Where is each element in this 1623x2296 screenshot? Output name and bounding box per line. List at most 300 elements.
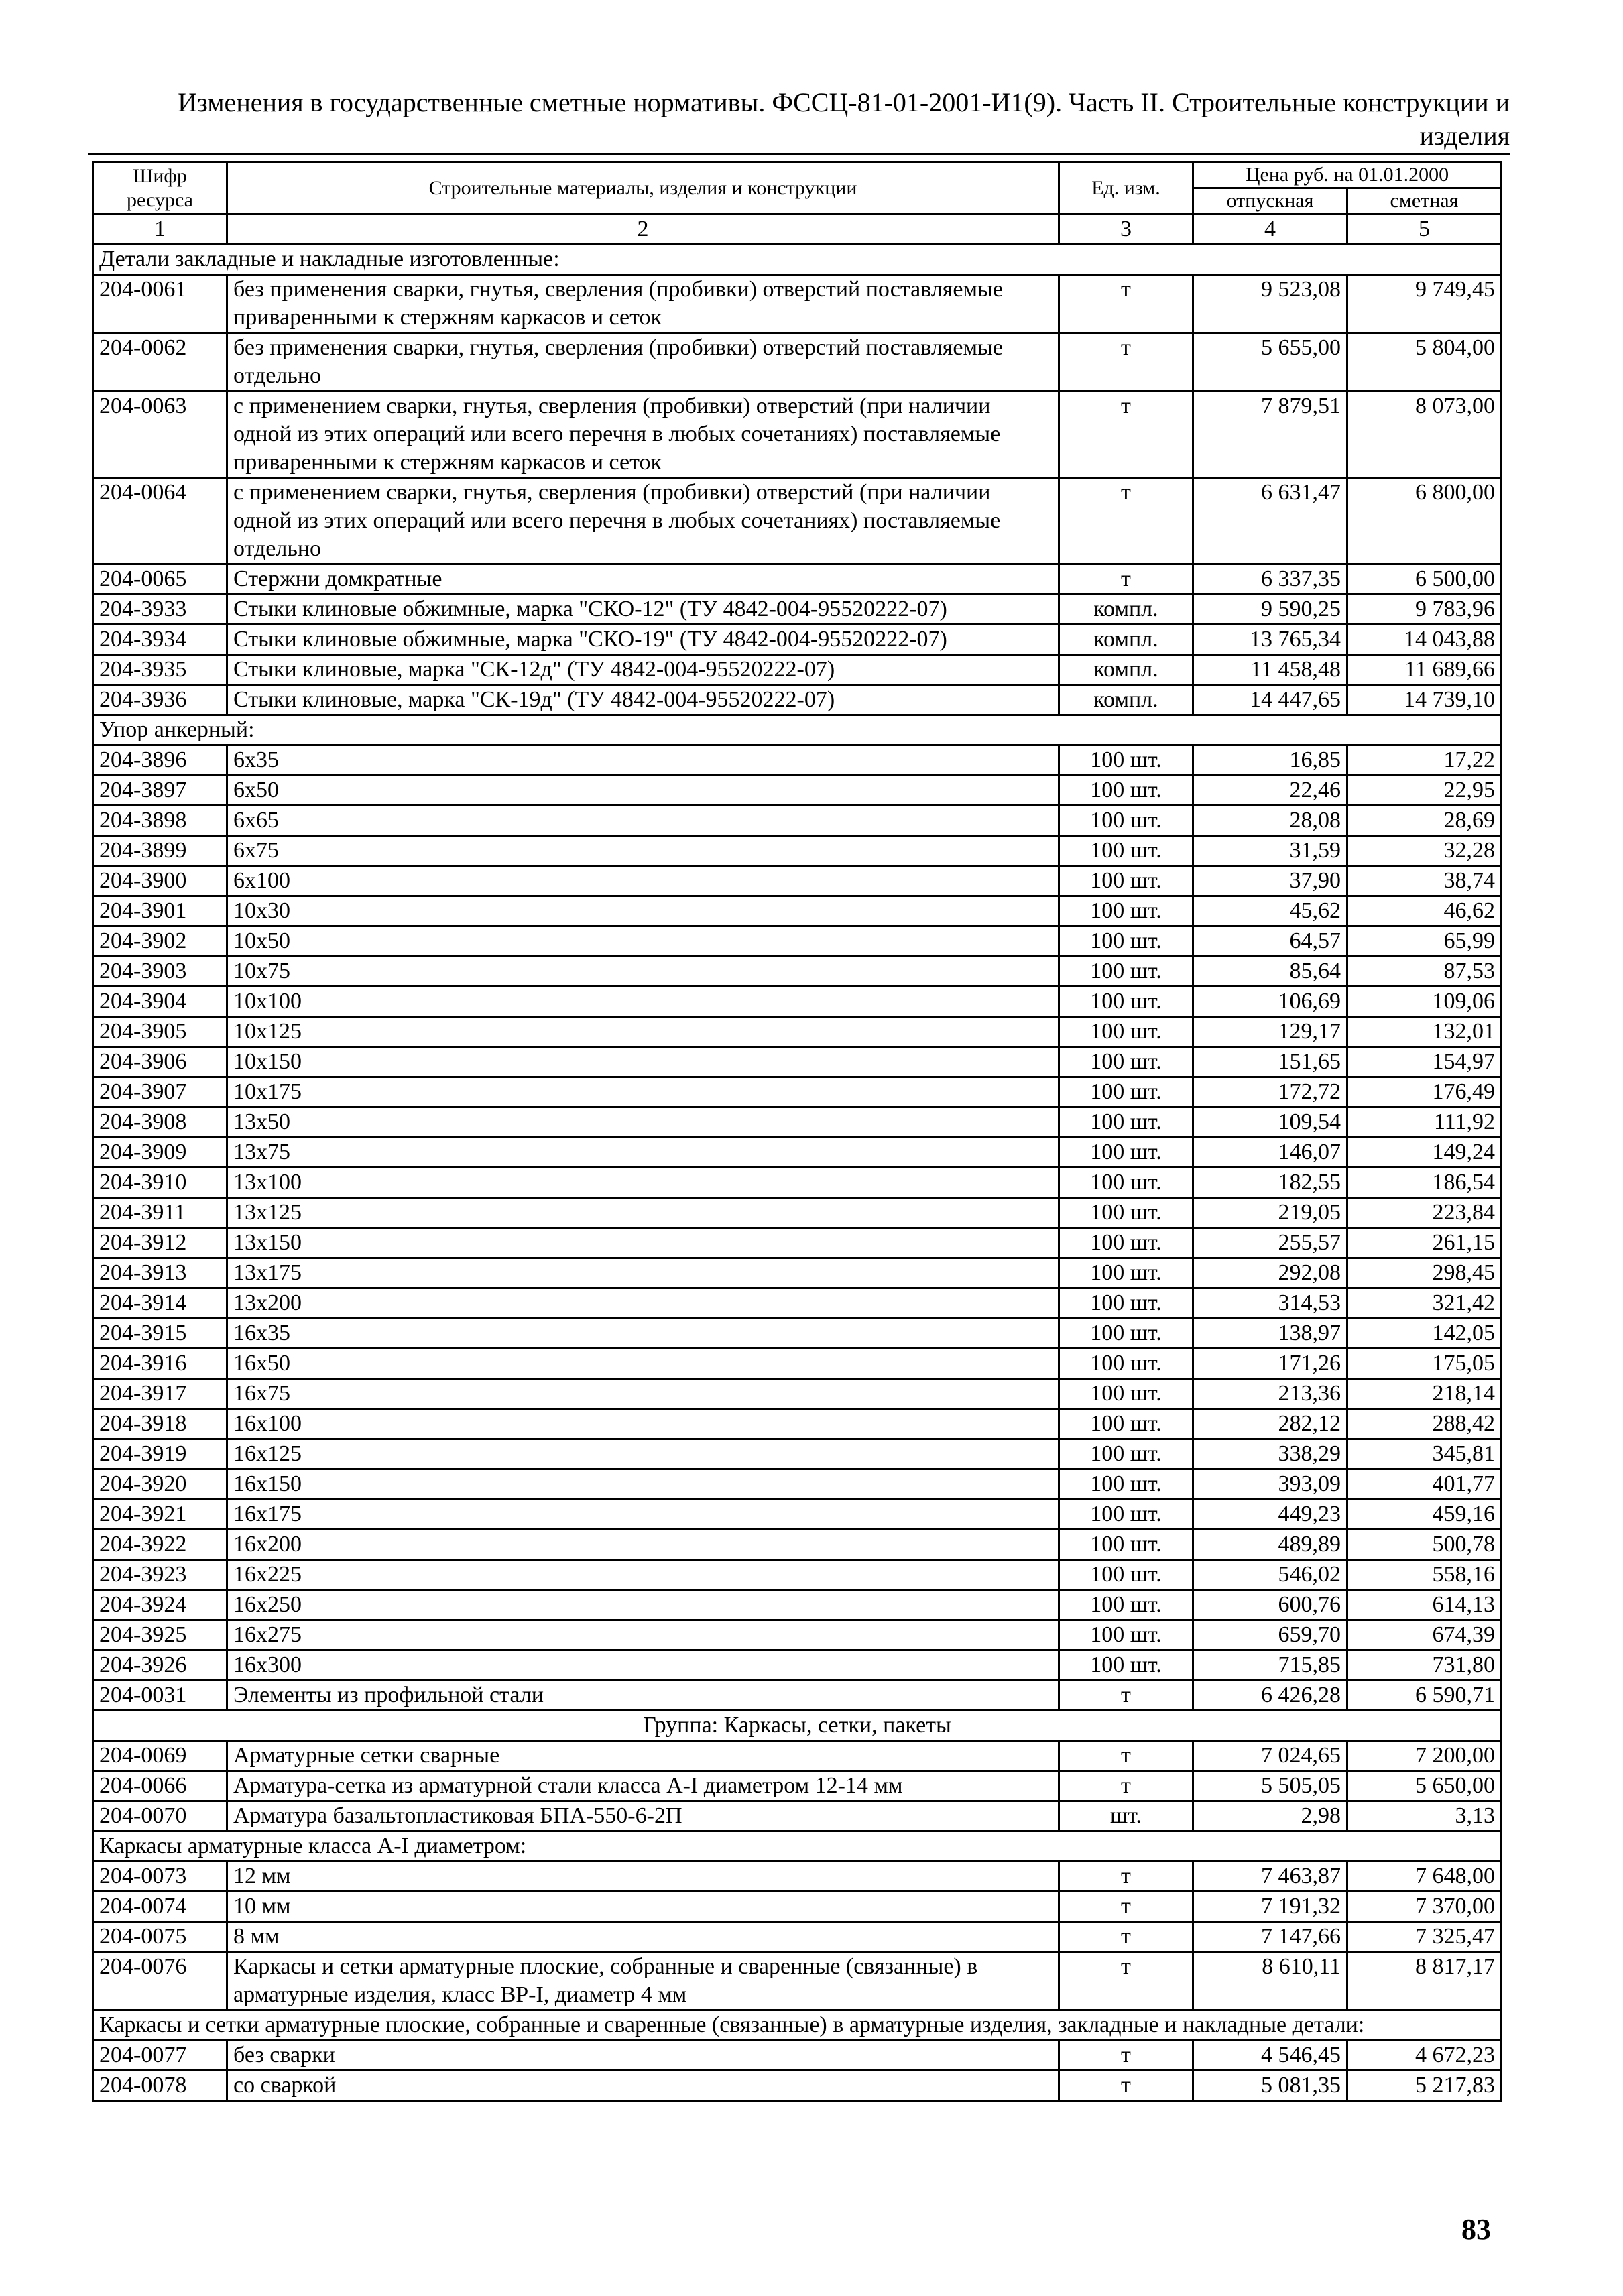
resource-unit: 100 шт. — [1059, 1138, 1193, 1168]
table-row — [93, 1952, 1502, 2010]
table-row — [93, 806, 1502, 836]
resource-code: 204-0066 — [93, 1771, 227, 1801]
resource-name: 10 мм — [227, 1892, 1059, 1922]
resource-code: 204-0078 — [93, 2071, 227, 2101]
resource-name: Стыки клиновые, марка "СК-12д" (ТУ 4842-004-95520222-07) — [227, 655, 1059, 685]
resource-unit: 100 шт. — [1059, 957, 1193, 987]
table-row — [93, 595, 1502, 625]
resource-code: 204-3914 — [93, 1288, 227, 1319]
table-row — [93, 1017, 1502, 1047]
section-title: Каркасы арматурные класса А-I диаметром: — [93, 1831, 1502, 1862]
resource-table — [92, 161, 1502, 2102]
price-release: 489,89 — [1193, 1530, 1347, 1560]
price-estimate: 11 689,66 — [1347, 655, 1501, 685]
price-release: 106,69 — [1193, 987, 1347, 1017]
section-row — [93, 245, 1502, 275]
price-estimate: 345,81 — [1347, 1439, 1501, 1469]
resource-unit: 100 шт. — [1059, 1228, 1193, 1258]
resource-name: Каркасы и сетки арматурные плоские, собранные и сваренные (связанные) в арматурные изделия, класс ВР-I, диаметр 4 мм — [227, 1952, 1059, 2010]
document-title: Изменения в государственные сметные нормативы. ФССЦ-81-01-2001-И1(9). Часть II. Строительные конструкции и изделия — [178, 87, 1510, 151]
resource-unit: т — [1059, 564, 1193, 595]
price-release: 338,29 — [1193, 1439, 1347, 1469]
resource-code: 204-3901 — [93, 896, 227, 926]
resource-unit: 100 шт. — [1059, 836, 1193, 866]
resource-code: 204-3900 — [93, 866, 227, 896]
resource-unit: 100 шт. — [1059, 745, 1193, 776]
resource-name: 16x35 — [227, 1319, 1059, 1349]
price-estimate: 674,39 — [1347, 1620, 1501, 1650]
price-release: 85,64 — [1193, 957, 1347, 987]
col-number-2: 2 — [227, 215, 1059, 245]
table-row — [93, 2071, 1502, 2101]
price-estimate: 38,74 — [1347, 866, 1501, 896]
price-estimate: 6 800,00 — [1347, 478, 1501, 564]
price-estimate: 87,53 — [1347, 957, 1501, 987]
resource-name: 16x225 — [227, 1560, 1059, 1590]
col-header-name: Строительные материалы, изделия и конструкции — [227, 162, 1059, 215]
table-row — [93, 1228, 1502, 1258]
resource-code: 204-3902 — [93, 926, 227, 957]
resource-name: 10x30 — [227, 896, 1059, 926]
price-estimate: 109,06 — [1347, 987, 1501, 1017]
price-estimate: 28,69 — [1347, 806, 1501, 836]
price-release: 11 458,48 — [1193, 655, 1347, 685]
table-row — [93, 1500, 1502, 1530]
resource-unit: 100 шт. — [1059, 1500, 1193, 1530]
price-estimate: 32,28 — [1347, 836, 1501, 866]
table-row — [93, 836, 1502, 866]
price-estimate: 500,78 — [1347, 1530, 1501, 1560]
resource-name: 6x100 — [227, 866, 1059, 896]
resource-name: со сваркой — [227, 2071, 1059, 2101]
resource-unit: т — [1059, 1862, 1193, 1892]
price-release: 28,08 — [1193, 806, 1347, 836]
resource-code: 204-3907 — [93, 1077, 227, 1107]
price-release: 151,65 — [1193, 1047, 1347, 1077]
price-estimate: 14 739,10 — [1347, 685, 1501, 715]
resource-name: с применением сварки, гнутья, сверления (пробивки) отверстий (при наличии одной из этих операций или всего перечня в любых сочетаниях) поставляемые приваренными к стержням каркасов и сеток — [227, 391, 1059, 478]
resource-unit: 100 шт. — [1059, 1620, 1193, 1650]
resource-unit: 100 шт. — [1059, 776, 1193, 806]
price-estimate: 3,13 — [1347, 1801, 1501, 1831]
resource-name: Элементы из профильной стали — [227, 1681, 1059, 1711]
table-row — [93, 333, 1502, 391]
resource-unit: 100 шт. — [1059, 1650, 1193, 1681]
price-estimate: 149,24 — [1347, 1138, 1501, 1168]
col-header-price-estimate: сметная — [1347, 188, 1501, 215]
table-row — [93, 478, 1502, 564]
price-release: 9 523,08 — [1193, 275, 1347, 333]
price-release: 109,54 — [1193, 1107, 1347, 1138]
resource-name: Стыки клиновые, марка "СК-19д" (ТУ 4842-004-95520222-07) — [227, 685, 1059, 715]
resource-unit: 100 шт. — [1059, 1288, 1193, 1319]
price-estimate: 111,92 — [1347, 1107, 1501, 1138]
resource-unit: т — [1059, 1741, 1193, 1771]
resource-unit: 100 шт. — [1059, 1349, 1193, 1379]
price-estimate: 7 325,47 — [1347, 1922, 1501, 1952]
table-row — [93, 1409, 1502, 1439]
resource-unit: 100 шт. — [1059, 866, 1193, 896]
table-row — [93, 1379, 1502, 1409]
resource-code: 204-0064 — [93, 478, 227, 564]
price-release: 5 081,35 — [1193, 2071, 1347, 2101]
resource-unit: т — [1059, 2041, 1193, 2071]
resource-code: 204-3936 — [93, 685, 227, 715]
resource-code: 204-3913 — [93, 1258, 227, 1288]
resource-unit: 100 шт. — [1059, 1560, 1193, 1590]
resource-code: 204-3923 — [93, 1560, 227, 1590]
resource-code: 204-3903 — [93, 957, 227, 987]
resource-code: 204-0065 — [93, 564, 227, 595]
price-release: 16,85 — [1193, 745, 1347, 776]
resource-code: 204-3920 — [93, 1469, 227, 1500]
resource-unit: 100 шт. — [1059, 1590, 1193, 1620]
resource-code: 204-3918 — [93, 1409, 227, 1439]
price-estimate: 218,14 — [1347, 1379, 1501, 1409]
price-release: 7 463,87 — [1193, 1862, 1347, 1892]
resource-name: без применения сварки, гнутья, сверления (пробивки) отверстий поставляемые приваренными к стержням каркасов и сеток — [227, 275, 1059, 333]
resource-name: 16x50 — [227, 1349, 1059, 1379]
resource-name: с применением сварки, гнутья, сверления (пробивки) отверстий (при наличии одной из этих операций или всего перечня в любых сочетаниях) поставляемые отдельно — [227, 478, 1059, 564]
price-release: 7 191,32 — [1193, 1892, 1347, 1922]
resource-code: 204-3897 — [93, 776, 227, 806]
resource-unit: 100 шт. — [1059, 806, 1193, 836]
price-release: 6 631,47 — [1193, 478, 1347, 564]
table-row — [93, 1922, 1502, 1952]
price-estimate: 5 217,83 — [1347, 2071, 1501, 2101]
price-estimate: 175,05 — [1347, 1349, 1501, 1379]
resource-name: без применения сварки, гнутья, сверления (пробивки) отверстий поставляемые отдельно — [227, 333, 1059, 391]
resource-name: 10x175 — [227, 1077, 1059, 1107]
col-number-1: 1 — [93, 215, 227, 245]
group-row — [93, 1711, 1502, 1741]
resource-unit: т — [1059, 2071, 1193, 2101]
price-release: 7 147,66 — [1193, 1922, 1347, 1952]
resource-unit: т — [1059, 1952, 1193, 2010]
resource-code: 204-3911 — [93, 1198, 227, 1228]
price-estimate: 298,45 — [1347, 1258, 1501, 1288]
resource-name: без сварки — [227, 2041, 1059, 2071]
table-row — [93, 1077, 1502, 1107]
table-row — [93, 564, 1502, 595]
resource-code: 204-3896 — [93, 745, 227, 776]
resource-code: 204-3905 — [93, 1017, 227, 1047]
price-release: 4 546,45 — [1193, 2041, 1347, 2071]
resource-name: Стыки клиновые обжимные, марка "СКО-12" (ТУ 4842-004-95520222-07) — [227, 595, 1059, 625]
resource-name: Арматурные сетки сварные — [227, 1741, 1059, 1771]
table-row — [93, 2041, 1502, 2071]
price-estimate: 7 648,00 — [1347, 1862, 1501, 1892]
resource-unit: т — [1059, 1681, 1193, 1711]
resource-unit: т — [1059, 478, 1193, 564]
resource-unit: т — [1059, 1892, 1193, 1922]
resource-unit: 100 шт. — [1059, 1469, 1193, 1500]
resource-name: 16x75 — [227, 1379, 1059, 1409]
price-release: 171,26 — [1193, 1349, 1347, 1379]
resource-code: 204-0077 — [93, 2041, 227, 2071]
table-row — [93, 1590, 1502, 1620]
price-estimate: 6 500,00 — [1347, 564, 1501, 595]
table-row — [93, 1650, 1502, 1681]
resource-name: 16x275 — [227, 1620, 1059, 1650]
table-row — [93, 1771, 1502, 1801]
price-estimate: 614,13 — [1347, 1590, 1501, 1620]
resource-unit: шт. — [1059, 1801, 1193, 1831]
price-release: 6 426,28 — [1193, 1681, 1347, 1711]
price-release: 715,85 — [1193, 1650, 1347, 1681]
resource-unit: 100 шт. — [1059, 1319, 1193, 1349]
section-row — [93, 715, 1502, 745]
resource-unit: 100 шт. — [1059, 1198, 1193, 1228]
resource-name: 16x100 — [227, 1409, 1059, 1439]
resource-name: 6x35 — [227, 745, 1059, 776]
resource-unit: т — [1059, 1922, 1193, 1952]
price-release: 5 505,05 — [1193, 1771, 1347, 1801]
table-row — [93, 1107, 1502, 1138]
price-release: 255,57 — [1193, 1228, 1347, 1258]
resource-name: 8 мм — [227, 1922, 1059, 1952]
resource-unit: 100 шт. — [1059, 1047, 1193, 1077]
price-release: 546,02 — [1193, 1560, 1347, 1590]
resource-name: 13x100 — [227, 1168, 1059, 1198]
price-release: 138,97 — [1193, 1319, 1347, 1349]
price-estimate: 7 200,00 — [1347, 1741, 1501, 1771]
price-release: 172,72 — [1193, 1077, 1347, 1107]
resource-name: 12 мм — [227, 1862, 1059, 1892]
price-estimate: 5 650,00 — [1347, 1771, 1501, 1801]
table-row — [93, 1892, 1502, 1922]
resource-code: 204-0074 — [93, 1892, 227, 1922]
resource-unit: компл. — [1059, 625, 1193, 655]
price-estimate: 65,99 — [1347, 926, 1501, 957]
table-row — [93, 1469, 1502, 1500]
resource-name: 10x150 — [227, 1047, 1059, 1077]
table-row — [93, 1047, 1502, 1077]
resource-code: 204-3906 — [93, 1047, 227, 1077]
price-estimate: 22,95 — [1347, 776, 1501, 806]
price-estimate: 4 672,23 — [1347, 2041, 1501, 2071]
price-estimate: 176,49 — [1347, 1077, 1501, 1107]
resource-unit: 100 шт. — [1059, 1439, 1193, 1469]
resource-unit: компл. — [1059, 655, 1193, 685]
table-row — [93, 1168, 1502, 1198]
resource-name: Арматура базальтопластиковая БПА-550-6-2П — [227, 1801, 1059, 1831]
price-release: 146,07 — [1193, 1138, 1347, 1168]
table-row — [93, 1862, 1502, 1892]
col-header-unit: Ед. изм. — [1059, 162, 1193, 215]
resource-code: 204-0069 — [93, 1741, 227, 1771]
resource-unit: т — [1059, 391, 1193, 478]
table-row — [93, 745, 1502, 776]
table-row — [93, 987, 1502, 1017]
price-estimate: 401,77 — [1347, 1469, 1501, 1500]
price-estimate: 459,16 — [1347, 1500, 1501, 1530]
price-estimate: 8 817,17 — [1347, 1952, 1501, 2010]
section-title: Детали закладные и накладные изготовленные: — [93, 245, 1502, 275]
resource-name: 6x75 — [227, 836, 1059, 866]
price-estimate: 132,01 — [1347, 1017, 1501, 1047]
table-row — [93, 1198, 1502, 1228]
resource-name: 10x50 — [227, 926, 1059, 957]
resource-name: 10x75 — [227, 957, 1059, 987]
resource-unit: 100 шт. — [1059, 1168, 1193, 1198]
resource-name: 16x150 — [227, 1469, 1059, 1500]
price-release: 7 879,51 — [1193, 391, 1347, 478]
price-release: 219,05 — [1193, 1198, 1347, 1228]
col-number-4: 4 — [1193, 215, 1347, 245]
resource-name: 6x50 — [227, 776, 1059, 806]
col-header-price: Цена руб. на 01.01.2000 — [1193, 162, 1501, 188]
price-release: 22,46 — [1193, 776, 1347, 806]
resource-name: 6x65 — [227, 806, 1059, 836]
col-header-price-release: отпускная — [1193, 188, 1347, 215]
section-title: Каркасы и сетки арматурные плоские, собранные и сваренные (связанные) в арматурные изделия, закладные и накладные детали: — [93, 2010, 1502, 2041]
resource-code: 204-3899 — [93, 836, 227, 866]
price-release: 9 590,25 — [1193, 595, 1347, 625]
price-release: 8 610,11 — [1193, 1952, 1347, 2010]
price-estimate: 321,42 — [1347, 1288, 1501, 1319]
resource-code: 204-3926 — [93, 1650, 227, 1681]
table-row — [93, 1801, 1502, 1831]
section-row — [93, 2010, 1502, 2041]
resource-unit: 100 шт. — [1059, 1379, 1193, 1409]
table-row — [93, 957, 1502, 987]
price-release: 45,62 — [1193, 896, 1347, 926]
resource-code: 204-3917 — [93, 1379, 227, 1409]
price-estimate: 8 073,00 — [1347, 391, 1501, 478]
header-rule — [88, 153, 1510, 155]
col-number-5: 5 — [1347, 215, 1501, 245]
resource-unit: 100 шт. — [1059, 1530, 1193, 1560]
table-row — [93, 1681, 1502, 1711]
resource-code: 204-0073 — [93, 1862, 227, 1892]
table-row — [93, 1741, 1502, 1771]
resource-unit: компл. — [1059, 685, 1193, 715]
table-row — [93, 866, 1502, 896]
table-row — [93, 776, 1502, 806]
resource-code: 204-3922 — [93, 1530, 227, 1560]
price-release: 64,57 — [1193, 926, 1347, 957]
resource-code: 204-3912 — [93, 1228, 227, 1258]
price-release: 600,76 — [1193, 1590, 1347, 1620]
price-release: 314,53 — [1193, 1288, 1347, 1319]
resource-unit: 100 шт. — [1059, 1258, 1193, 1288]
resource-code: 204-3916 — [93, 1349, 227, 1379]
resource-name: 16x300 — [227, 1650, 1059, 1681]
resource-name: 13x125 — [227, 1198, 1059, 1228]
section-title: Упор анкерный: — [93, 715, 1502, 745]
table-row — [93, 391, 1502, 478]
table-row — [93, 1258, 1502, 1288]
resource-code: 204-0061 — [93, 275, 227, 333]
price-release: 2,98 — [1193, 1801, 1347, 1831]
resource-name: 10x100 — [227, 987, 1059, 1017]
price-estimate: 5 804,00 — [1347, 333, 1501, 391]
price-estimate: 261,15 — [1347, 1228, 1501, 1258]
resource-code: 204-0076 — [93, 1952, 227, 2010]
resource-unit: 100 шт. — [1059, 987, 1193, 1017]
price-release: 213,36 — [1193, 1379, 1347, 1409]
price-release: 13 765,34 — [1193, 625, 1347, 655]
table-row — [93, 625, 1502, 655]
price-release: 292,08 — [1193, 1258, 1347, 1288]
resource-unit: т — [1059, 333, 1193, 391]
price-release: 449,23 — [1193, 1500, 1347, 1530]
resource-code: 204-3909 — [93, 1138, 227, 1168]
resource-unit: 100 шт. — [1059, 1077, 1193, 1107]
resource-code: 204-3921 — [93, 1500, 227, 1530]
resource-unit: 100 шт. — [1059, 1409, 1193, 1439]
table-row — [93, 926, 1502, 957]
table-row — [93, 1560, 1502, 1590]
resource-code: 204-0062 — [93, 333, 227, 391]
price-estimate: 17,22 — [1347, 745, 1501, 776]
resource-unit: 100 шт. — [1059, 1107, 1193, 1138]
resource-code: 204-3934 — [93, 625, 227, 655]
price-estimate: 7 370,00 — [1347, 1892, 1501, 1922]
table-row — [93, 1439, 1502, 1469]
price-estimate: 154,97 — [1347, 1047, 1501, 1077]
price-estimate: 46,62 — [1347, 896, 1501, 926]
resource-name: 10x125 — [227, 1017, 1059, 1047]
col-header-code: Шифр ресурса — [93, 162, 227, 215]
resource-unit: 100 шт. — [1059, 926, 1193, 957]
table-row — [93, 1530, 1502, 1560]
price-release: 5 655,00 — [1193, 333, 1347, 391]
price-estimate: 223,84 — [1347, 1198, 1501, 1228]
group-title: Группа: Каркасы, сетки, пакеты — [93, 1711, 1502, 1741]
table-row — [93, 685, 1502, 715]
resource-code: 204-3935 — [93, 655, 227, 685]
price-release: 37,90 — [1193, 866, 1347, 896]
table-row — [93, 1349, 1502, 1379]
price-estimate: 288,42 — [1347, 1409, 1501, 1439]
page-header — [88, 86, 1510, 153]
table-row — [93, 896, 1502, 926]
resource-name: Стержни домкратные — [227, 564, 1059, 595]
price-release: 31,59 — [1193, 836, 1347, 866]
resource-code: 204-0031 — [93, 1681, 227, 1711]
resource-unit: 100 шт. — [1059, 1017, 1193, 1047]
price-release: 14 447,65 — [1193, 685, 1347, 715]
resource-code: 204-3925 — [93, 1620, 227, 1650]
price-release: 393,09 — [1193, 1469, 1347, 1500]
resource-unit: т — [1059, 275, 1193, 333]
resource-unit: компл. — [1059, 595, 1193, 625]
resource-name: 13x50 — [227, 1107, 1059, 1138]
resource-code: 204-0063 — [93, 391, 227, 478]
resource-name: 16x175 — [227, 1500, 1059, 1530]
resource-code: 204-3919 — [93, 1439, 227, 1469]
table-row — [93, 1288, 1502, 1319]
resource-name: Арматура-сетка из арматурной стали класса А-I диаметром 12-14 мм — [227, 1771, 1059, 1801]
price-estimate: 14 043,88 — [1347, 625, 1501, 655]
resource-code: 204-3904 — [93, 987, 227, 1017]
price-release: 282,12 — [1193, 1409, 1347, 1439]
resource-name: 16x250 — [227, 1590, 1059, 1620]
price-release: 7 024,65 — [1193, 1741, 1347, 1771]
col-number-3: 3 — [1059, 215, 1193, 245]
price-release: 6 337,35 — [1193, 564, 1347, 595]
price-release: 182,55 — [1193, 1168, 1347, 1198]
price-estimate: 9 749,45 — [1347, 275, 1501, 333]
resource-name: 13x175 — [227, 1258, 1059, 1288]
table-row — [93, 655, 1502, 685]
resource-unit: 100 шт. — [1059, 896, 1193, 926]
resource-name: 16x125 — [227, 1439, 1059, 1469]
price-estimate: 142,05 — [1347, 1319, 1501, 1349]
section-row — [93, 1831, 1502, 1862]
